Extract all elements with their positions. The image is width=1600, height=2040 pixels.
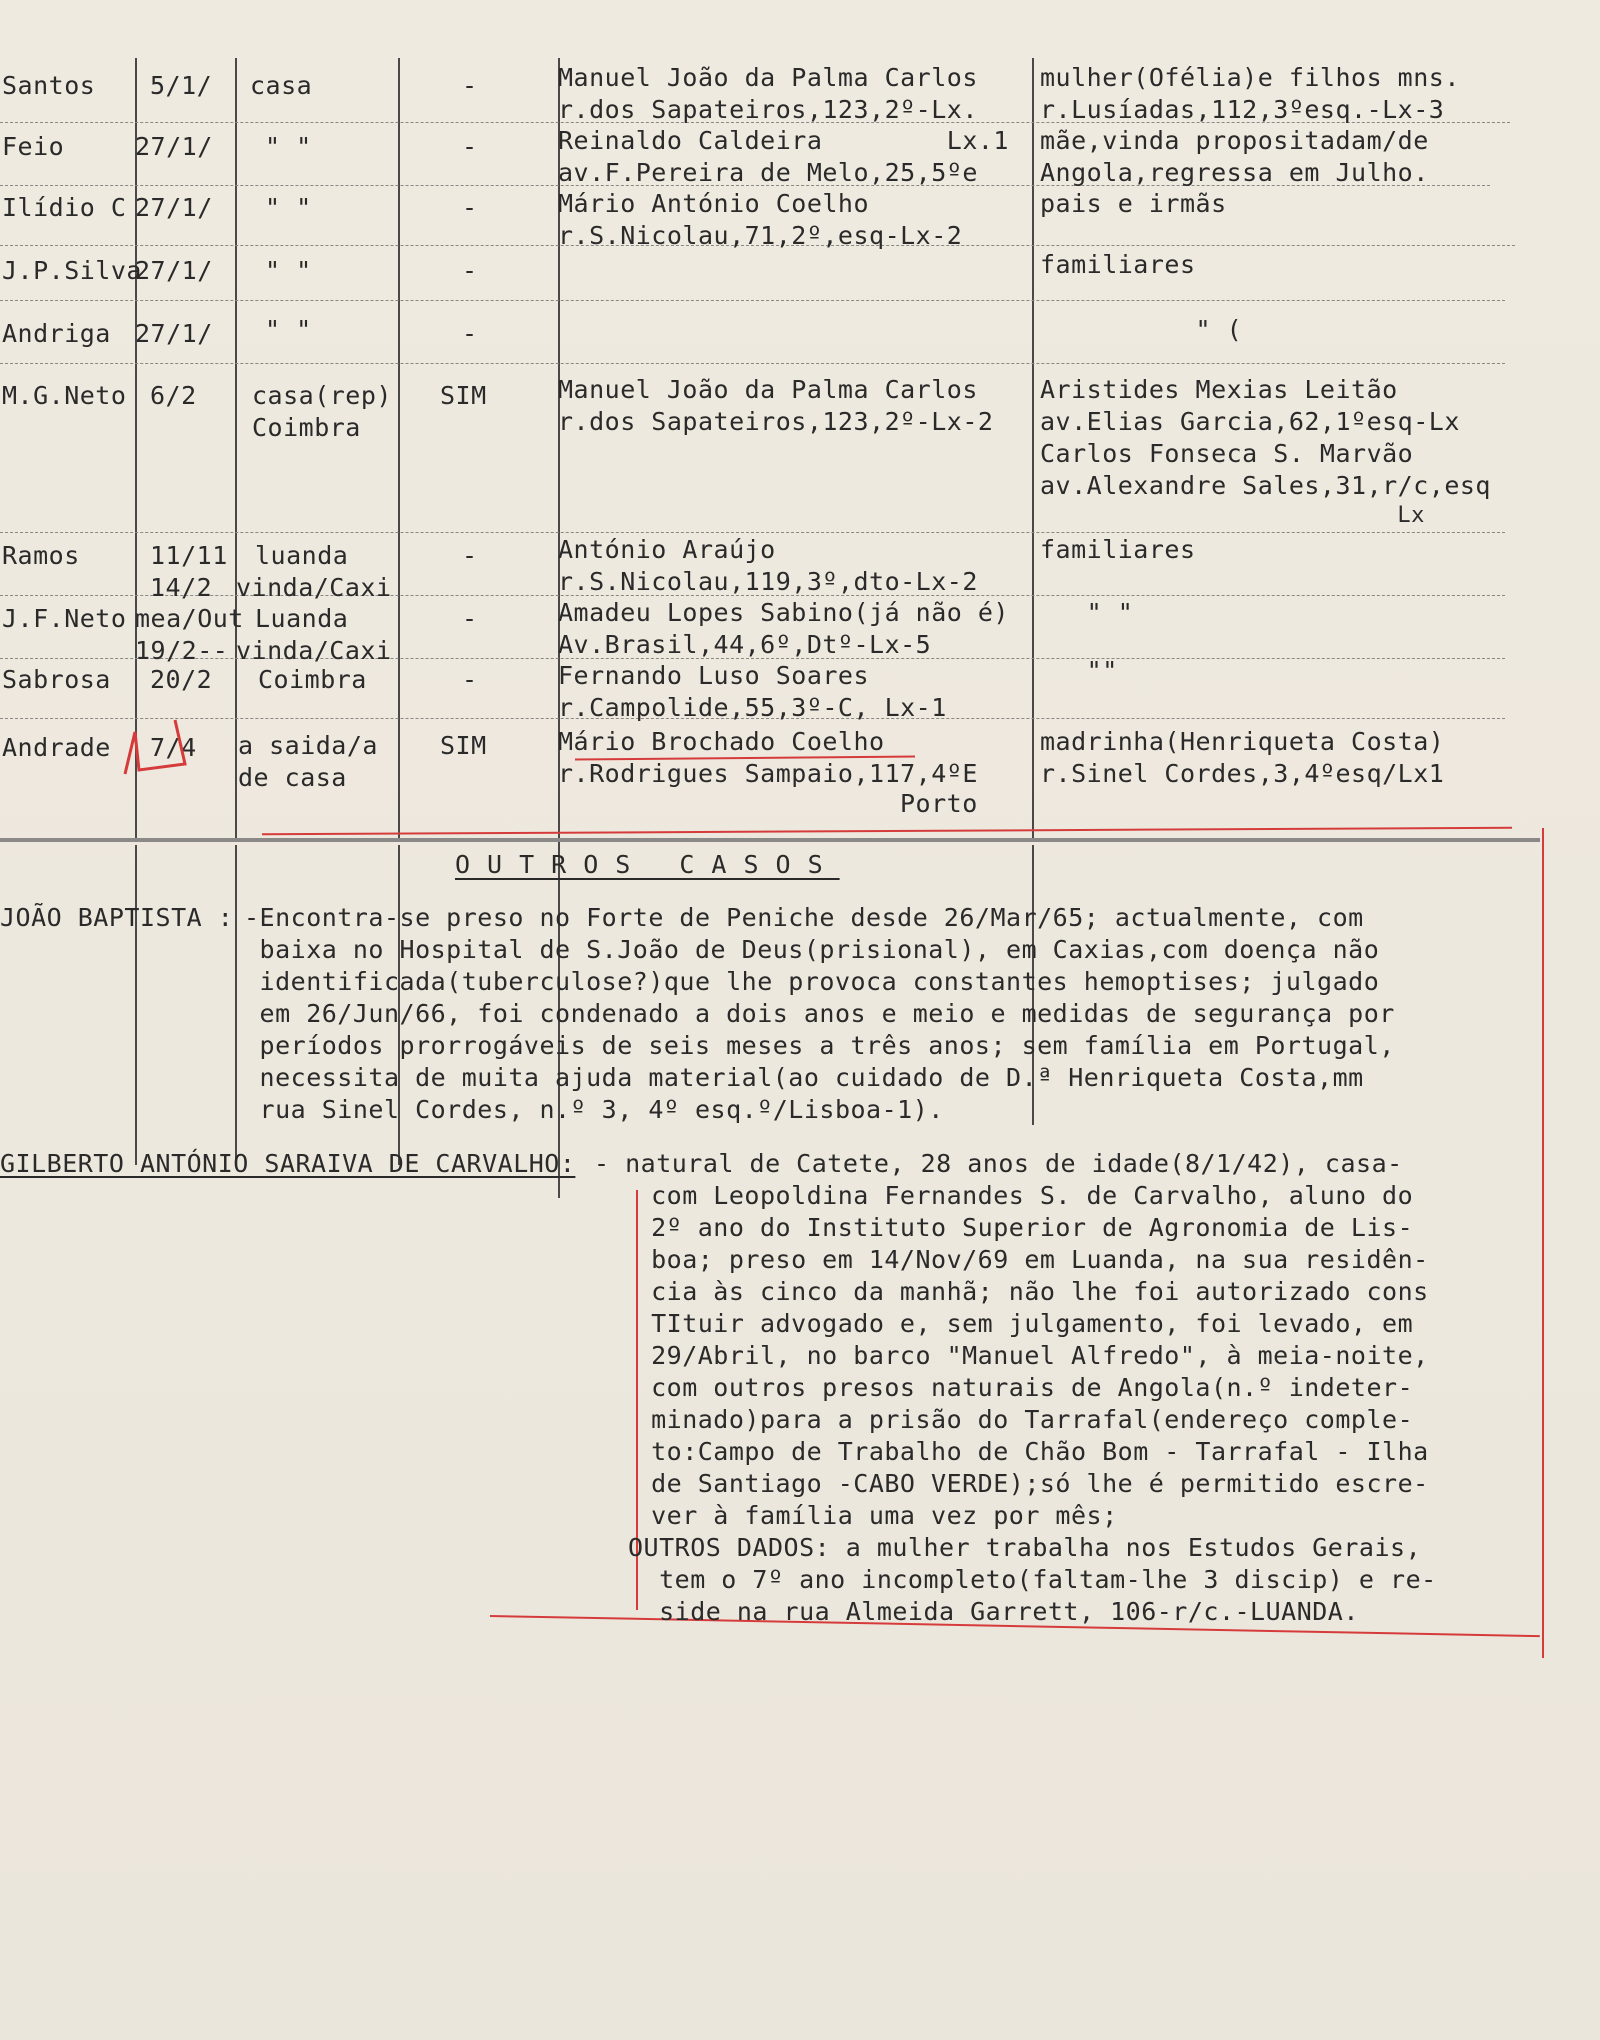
row-lawyer: Manuel João da Palma Carlos (558, 63, 978, 92)
case-text-line: tem o 7º ano incompleto(faltam-lhe 3 discip) e re- (628, 1565, 1437, 1594)
row-recurso: - (462, 71, 478, 100)
row-contact: Angola,regressa em Julho. (1040, 158, 1429, 187)
row-contact: familiares (1040, 535, 1196, 564)
case-text-line: to:Campo de Trabalho de Chão Bom - Tarrafal - Ilha (620, 1437, 1429, 1466)
case-text-line: OUTROS DADOS: a mulher trabalha nos Estudos Gerais, (628, 1533, 1422, 1562)
row-situation: vinda/Caxi (236, 573, 392, 602)
row-contact: Lx (1040, 503, 1425, 528)
row-date: 6/2 (150, 381, 197, 410)
row-lawyer-address: r.Campolide,55,3º-C, Lx-1 (558, 693, 947, 722)
row-contact: r.Sinel Cordes,3,4ºesq/Lx1 (1040, 759, 1445, 788)
column-rule (235, 845, 237, 1165)
row-separator (0, 532, 1505, 533)
row-situation: casa (250, 71, 313, 100)
row-contact: Carlos Fonseca S. Marvão (1040, 439, 1414, 468)
case-text-line: em 26/Jun/66, foi condenado a dois anos e meio e medidas de segurança por (244, 999, 1395, 1028)
row-contact: "" (1040, 656, 1118, 685)
red-check-mark (115, 712, 205, 782)
case-text-line: necessita de muita ajuda material(ao cuidado de D.ª Henriqueta Costa,mm (244, 1063, 1364, 1092)
row-situation: " " (265, 256, 312, 285)
case-text-line: rua Sinel Cordes, n.º 3, 4º esq.º/Lisboa-1). (244, 1095, 944, 1124)
row-lawyer: Mário António Coelho (558, 189, 870, 218)
row-date: 27/1/ (135, 256, 213, 285)
row-name: Feio (2, 132, 65, 161)
row-situation: Coimbra (258, 665, 367, 694)
row-date: 5/1/ (150, 71, 213, 100)
row-situation: Coimbra (252, 413, 361, 442)
row-contact: " " (1040, 598, 1134, 627)
row-date: mea/Out (135, 604, 244, 633)
row-date: 27/1/ (135, 319, 213, 348)
row-lawyer: Amadeu Lopes Sabino(já não é) (558, 598, 1009, 627)
row-date: 11/11 (150, 541, 228, 570)
case-text-line: -Encontra-se preso no Forte de Peniche desde 26/Mar/65; actualmente, com (244, 903, 1364, 932)
section-heading: OUTROS CASOS (455, 850, 840, 879)
row-contact: mãe,vinda propositadam/de (1040, 126, 1429, 155)
row-recurso: SIM (440, 731, 487, 760)
row-name: Ramos (2, 541, 80, 570)
case-text-line: TItuir advogado e, sem julgamento, foi levado, em (620, 1309, 1414, 1338)
row-date: 20/2 (150, 665, 213, 694)
row-lawyer: António Araújo (558, 535, 776, 564)
row-situation: " " (265, 315, 312, 344)
row-name: Ilídio C (2, 193, 127, 222)
column-rule (398, 58, 400, 838)
row-lawyer-address: Av.Brasil,44,6º,Dtº-Lx-5 (558, 630, 932, 659)
row-date: 19/2-- (135, 636, 229, 665)
row-recurso: - (462, 604, 478, 633)
column-rule (1032, 58, 1034, 838)
row-lawyer-address: r.Rodrigues Sampaio,117,4ºE (558, 759, 978, 788)
row-contact: av.Alexandre Sales,31,r/c,esq (1040, 471, 1491, 500)
red-frame-right (1542, 828, 1544, 1658)
case-text-line: com Leopoldina Fernandes S. de Carvalho, aluno do (620, 1181, 1414, 1210)
row-contact: mulher(Ofélia)e filhos mns. (1040, 63, 1460, 92)
row-lawyer-address: r.dos Sapateiros,123,2º-Lx-2 (558, 407, 994, 436)
row-lawyer-address: av.F.Pereira de Melo,25,5ºe (558, 158, 978, 187)
row-name: J.P.Silva (2, 256, 142, 285)
row-lawyer-address: r.S.Nicolau,71,2º,esq-Lx-2 (558, 221, 963, 250)
row-separator (0, 300, 1505, 301)
case-text-line: períodos prorrogáveis de seis meses a três anos; sem família em Portugal, (244, 1031, 1395, 1060)
row-recurso: - (462, 665, 478, 694)
row-recurso: - (462, 319, 478, 348)
case-text-line: de Santiago -CABO VERDE);só lhe é permitido escre- (620, 1469, 1429, 1498)
row-name: Sabrosa (2, 665, 111, 694)
row-situation: " " (265, 193, 312, 222)
row-name: M.G.Neto (2, 381, 127, 410)
row-lawyer-address: r.dos Sapateiros,123,2º-Lx. (558, 95, 978, 124)
row-lawyer-city: Porto (900, 789, 978, 818)
column-rule (235, 58, 237, 838)
row-situation: luanda (255, 541, 349, 570)
row-name: Andriga (2, 319, 111, 348)
case-name: GILBERTO ANTÓNIO SARAIVA DE CARVALHO: (0, 1149, 576, 1178)
row-situation: Luanda (255, 604, 349, 633)
case-text-line: identificada(tuberculose?)que lhe provoca constantes hemoptises; julgado (244, 967, 1380, 996)
row-situation: vinda/Caxi (236, 636, 392, 665)
row-situation: de casa (238, 763, 347, 792)
row-lawyer: Manuel João da Palma Carlos (558, 375, 978, 404)
row-lawyer-address: r.S.Nicolau,119,3º,dto-Lx-2 (558, 567, 978, 596)
row-date: 27/1/ (135, 132, 213, 161)
row-name: Santos (2, 71, 96, 100)
case-text-line: - natural de Catete, 28 anos de idade(8/1/42), casa- (594, 1149, 1403, 1178)
row-contact: " ( (1040, 315, 1243, 344)
row-recurso: SIM (440, 381, 487, 410)
case-text-line: ver à família uma vez por mês; (620, 1501, 1118, 1530)
case-text-line: side na rua Almeida Garrett, 106-r/c.-LUANDA. (628, 1597, 1359, 1626)
case-text-line: minado)para a prisão do Tarrafal(endereço comple- (620, 1405, 1414, 1434)
case-text-line: boa; preso em 14/Nov/69 em Luanda, na sua residên- (620, 1245, 1429, 1274)
row-date: 7/4 (150, 733, 197, 762)
case-text-line: baixa no Hospital de S.João de Deus(prisional), em Caxias,com doença não (244, 935, 1380, 964)
row-contact: madrinha(Henriqueta Costa) (1040, 727, 1445, 756)
red-underline (262, 827, 1512, 836)
row-situation: casa(rep) (252, 381, 392, 410)
row-recurso: - (462, 193, 478, 222)
case-text-line: 29/Abril, no barco "Manuel Alfredo", à meia-noite, (620, 1341, 1429, 1370)
table-bottom-rule (0, 838, 1540, 842)
row-situation: " " (265, 132, 312, 161)
row-recurso: - (462, 256, 478, 285)
row-situation: a saida/a (238, 731, 378, 760)
row-date: 14/2 (150, 573, 213, 602)
case-text-line: 2º ano do Instituto Superior de Agronomia de Lis- (620, 1213, 1414, 1242)
row-lawyer: Fernando Luso Soares (558, 661, 870, 690)
row-recurso: - (462, 541, 478, 570)
row-name: Andrade (2, 733, 111, 762)
row-lawyer: Reinaldo Caldeira Lx.1 (558, 126, 1009, 155)
row-contact: av.Elias Garcia,62,1ºesq-Lx (1040, 407, 1460, 436)
case-text-line: com outros presos naturais de Angola(n.º indeter- (620, 1373, 1414, 1402)
row-contact: familiares (1040, 250, 1196, 279)
case-text-line: cia às cinco da manhã; não lhe foi autorizado cons (620, 1277, 1429, 1306)
row-contact: r.Lusíadas,112,3ºesq.-Lx-3 (1040, 95, 1445, 124)
row-contact: pais e irmãs (1040, 189, 1227, 218)
case-name: JOÃO BAPTISTA : (0, 903, 234, 932)
row-lawyer: Mário Brochado Coelho (558, 727, 885, 756)
row-date: 27/1/ (135, 193, 213, 222)
row-name: J.F.Neto (2, 604, 127, 633)
row-separator (0, 363, 1505, 364)
row-contact: Aristides Mexias Leitão (1040, 375, 1398, 404)
row-recurso: - (462, 132, 478, 161)
column-rule (135, 845, 137, 1165)
